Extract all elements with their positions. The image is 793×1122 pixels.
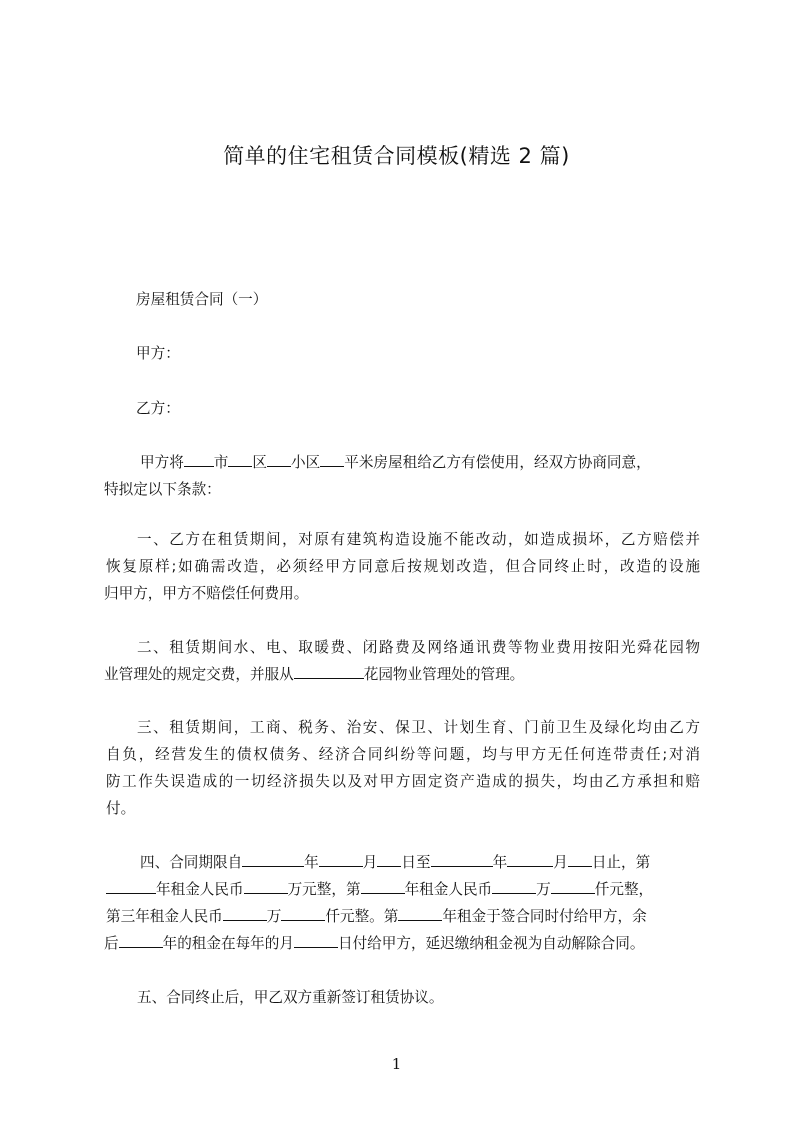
blank-rent-qian-3 <box>281 906 325 921</box>
clause4-text: 四、合同期限自 <box>140 854 243 871</box>
blank-start-month <box>319 852 363 867</box>
clause2-line-1: 二、租赁期间水、电、取暖费、闭路费及网络通讯费等物业费用按阳光舜花园物 <box>137 639 700 656</box>
clause2-line-2 <box>104 661 524 689</box>
clause4-text: 月 <box>362 854 378 871</box>
clause4-text: 日付给甲方，延迟缴纳租金视为自动解除合同。 <box>337 935 645 952</box>
clause5-line: 五、合同终止后，甲乙双方重新签订租赁协议。 <box>137 989 444 1006</box>
clause4-text: 日止，第 <box>591 854 651 871</box>
clause4-text: 年租金于签合同时付给甲方，余 <box>442 908 647 925</box>
intro-text: 平米房屋租给乙方有偿使用，经双方协商同意， <box>344 454 651 471</box>
clause1-line-1: 一、乙方在租赁期间，对原有建筑构造设施不能改动，如造成损坏，乙方赔偿并 <box>137 531 700 548</box>
clause4-text: 万 <box>266 908 282 925</box>
blank-start-year <box>242 852 304 867</box>
clause1-line-3: 归甲方，甲方不赔偿任何费用。 <box>104 585 309 602</box>
blank-district <box>228 452 252 467</box>
clause4-text: 年 <box>492 854 508 871</box>
clause4-text: 年的租金在每年的月 <box>162 935 294 952</box>
clause4-text: 仟元整， <box>594 881 654 898</box>
clause1-line-2: 恢复原样;如确需改造，必须经甲方同意后按规划改造，但合同终止时，改造的设施 <box>106 558 700 575</box>
blank-garden-name <box>294 664 364 679</box>
section-heading: 房屋租赁合同（一） <box>136 291 268 308</box>
clause4-text: 万 <box>536 881 551 898</box>
blank-year-index-1 <box>106 879 156 894</box>
clause2-text: 花园物业管理处的管理。 <box>363 666 525 683</box>
clause4-text: 仟元整。第 <box>325 908 399 925</box>
clause4-line-2 <box>106 876 653 904</box>
clause3-line-4: 付。 <box>106 800 136 817</box>
blank-area <box>320 452 344 467</box>
clause4-text: 日至 <box>401 854 431 871</box>
clause4-text: 万元整，第 <box>287 881 361 898</box>
intro-text: 小区 <box>291 454 321 471</box>
clause4-text: 后 <box>104 935 119 952</box>
blank-city <box>184 452 214 467</box>
blank-start-day <box>377 852 401 867</box>
page-number: 1 <box>391 1055 402 1073</box>
blank-rent-wan-2 <box>492 879 536 894</box>
clause4-text: 年 <box>304 854 319 871</box>
clause4-text: 年租金人民币 <box>404 881 493 898</box>
clause2-text: 业管理处的规定交费，并服从 <box>104 666 294 683</box>
intro-text: 市 <box>213 454 229 471</box>
clause3-line-1: 三、租赁期间，工商、税务、治安、保卫、计划生育、门前卫生及绿化均由乙方 <box>137 719 700 736</box>
clause3-line-3: 防工作失误造成的一切经济损失以及对甲方固定资产造成的损失，均由乙方承担和赔 <box>106 773 700 790</box>
document-title: 简单的住宅租赁合同模板(精选 2 篇) <box>223 144 570 168</box>
clause3-line-2: 自负，经营发生的债权债务、经济合同纠纷等问题，均与甲方无任何连带责任;对消 <box>106 746 700 763</box>
blank-remaining-years <box>119 933 163 948</box>
blank-rent-qian-2 <box>551 879 595 894</box>
blank-community <box>267 452 291 467</box>
blank-year-index-3 <box>398 906 442 921</box>
intro-text: 区 <box>252 454 268 471</box>
blank-end-year <box>431 852 493 867</box>
clause4-line-4 <box>104 930 644 958</box>
blank-end-day <box>568 852 592 867</box>
blank-year-index-2 <box>361 879 405 894</box>
clause4-line-3 <box>106 903 647 931</box>
blank-rent-wan-1 <box>244 879 288 894</box>
blank-pay-day <box>294 933 338 948</box>
intro-text: 甲方将 <box>140 454 184 471</box>
blank-end-month <box>507 852 553 867</box>
intro-line-1 <box>140 449 651 477</box>
blank-rent-wan-3 <box>223 906 267 921</box>
intro-line-2: 特拟定以下条款： <box>104 481 221 498</box>
clause4-text: 第三年租金人民币 <box>106 908 223 925</box>
clause4-text: 年租金人民币 <box>156 881 244 898</box>
clause4-text: 月 <box>553 854 568 871</box>
clause4-line-1 <box>140 849 650 877</box>
party-b-label: 乙方： <box>136 400 180 417</box>
party-a-label: 甲方： <box>136 345 180 362</box>
